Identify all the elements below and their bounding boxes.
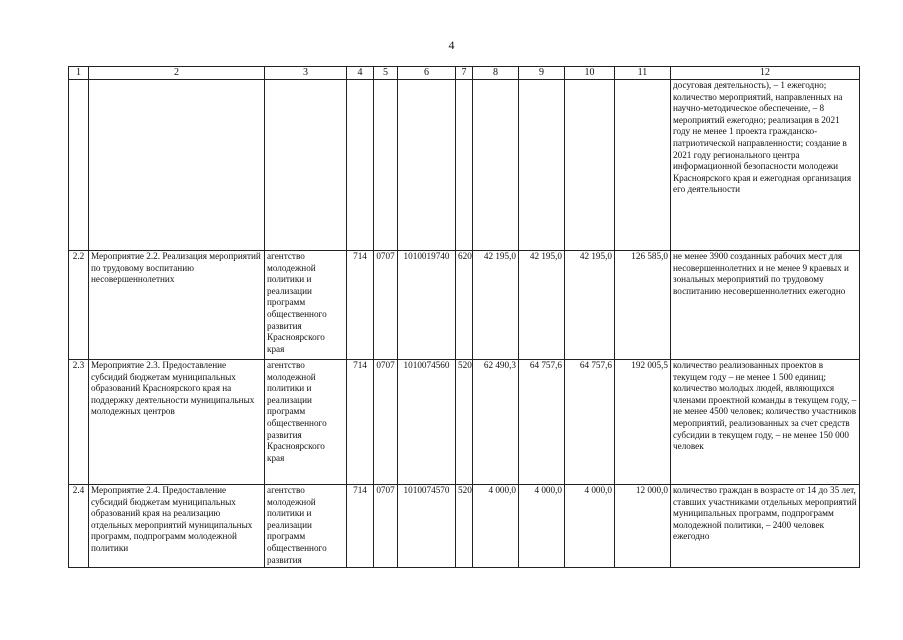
row-csr: 1010019740 [398,251,456,360]
table-row [69,80,860,251]
row-rzpr: 0707 [374,360,398,485]
header-cell: 2 [89,67,265,80]
header-cell: 10 [565,67,615,80]
row-year2 [519,80,565,251]
row-year1: 42 195,0 [473,251,519,360]
row-year1: 4 000,0 [473,485,519,568]
header-cell: 5 [374,67,398,80]
row-year2: 64 757,6 [519,360,565,485]
row-csr: 1010074560 [398,360,456,485]
header-cell: 4 [347,67,374,80]
row-total: 12 000,0 [615,485,671,568]
row-result: количество реализованных проектов в текущем году – не менее 1 500 единиц; количество молодых людей, являющихся членами проектной команды в текущем году, – не менее 4500 человек; количество участников мероприятий, реализованных за счет средств субсидии в текущем году, – не менее 150 000 человек [671,360,860,485]
row-name: Мероприятие 2.4. Предоставление субсидий бюджетам муниципальных образований края на реализацию отдельных мероприятий муниципальных программ, подпрограмм молодежной политики [89,485,265,568]
table-row [69,360,860,485]
row-name: Мероприятие 2.2. Реализация мероприятий по трудовому воспитанию несовершеннолетних [89,251,265,360]
row-total: 126 585,0 [615,251,671,360]
row-rzpr: 0707 [374,485,398,568]
row-year3: 4 000,0 [565,485,615,568]
row-vr: 520 [456,485,473,568]
header-cell: 9 [519,67,565,80]
row-grbs: 714 [347,360,374,485]
row-vr: 620 [456,251,473,360]
row-year3: 64 757,6 [565,360,615,485]
table-row [69,251,860,360]
row-grbs: 714 [347,251,374,360]
row-grbs [347,80,374,251]
row-agency: агентство молодежной политики и реализации программ общественного развития Красноярского края [265,251,347,360]
program-table [68,66,860,568]
row-result: количество граждан в возрасте от 14 до 35 лет, ставших участниками отдельных мероприятий муниципальных программ, подпрограмм молодежной политики, – 2400 человек ежегодно [671,485,860,568]
row-total [615,80,671,251]
header-cell: 12 [671,67,860,80]
row-year1 [473,80,519,251]
row-total: 192 005,5 [615,360,671,485]
row-result: досуговая деятельность), – 1 ежегодно; количество мероприятий, направленных на научно-методическое обеспечение, – 8 мероприятий ежегодно; реализация в 2021 году не менее 1 проекта гражданско-патриотической направленности; создание в 2021 году регионального центра информационной безопасности молодежи Красноярского края и ежегодная организация его деятельности [671,80,860,251]
row-agency: агентство молодежной политики и реализации программ общественного развития Красноярского края [265,360,347,485]
row-rzpr [374,80,398,251]
header-cell: 6 [398,67,456,80]
table-row [69,485,860,568]
header-cell: 1 [69,67,89,80]
row-csr: 1010074570 [398,485,456,568]
row-agency [265,80,347,251]
row-year2: 4 000,0 [519,485,565,568]
row-csr [398,80,456,251]
row-year2: 42 195,0 [519,251,565,360]
row-vr [456,80,473,251]
row-rzpr: 0707 [374,251,398,360]
header-cell: 3 [265,67,347,80]
row-vr: 520 [456,360,473,485]
row-result: не менее 3900 созданных рабочих мест для несовершеннолетних и не менее 9 краевых и зональных мероприятий по трудовому воспитанию несовершеннолетних ежегодно [671,251,860,360]
row-grbs: 714 [347,485,374,568]
row-id: 2.3 [69,360,89,485]
row-year1: 62 490,3 [473,360,519,485]
row-name [89,80,265,251]
row-name: Мероприятие 2.3. Предоставление субсидий бюджетам муниципальных образований Красноярского края на поддержку деятельности муниципальных молодежных центров [89,360,265,485]
header-cell: 8 [473,67,519,80]
row-year3: 42 195,0 [565,251,615,360]
row-id: 2.4 [69,485,89,568]
page-number: 4 [448,38,455,52]
row-id: 2.2 [69,251,89,360]
header-cell: 7 [456,67,473,80]
header-row [69,67,860,80]
row-agency: агентство молодежной политики и реализации программ общественного развития [265,485,347,568]
row-year3 [565,80,615,251]
header-cell: 11 [615,67,671,80]
row-id [69,80,89,251]
